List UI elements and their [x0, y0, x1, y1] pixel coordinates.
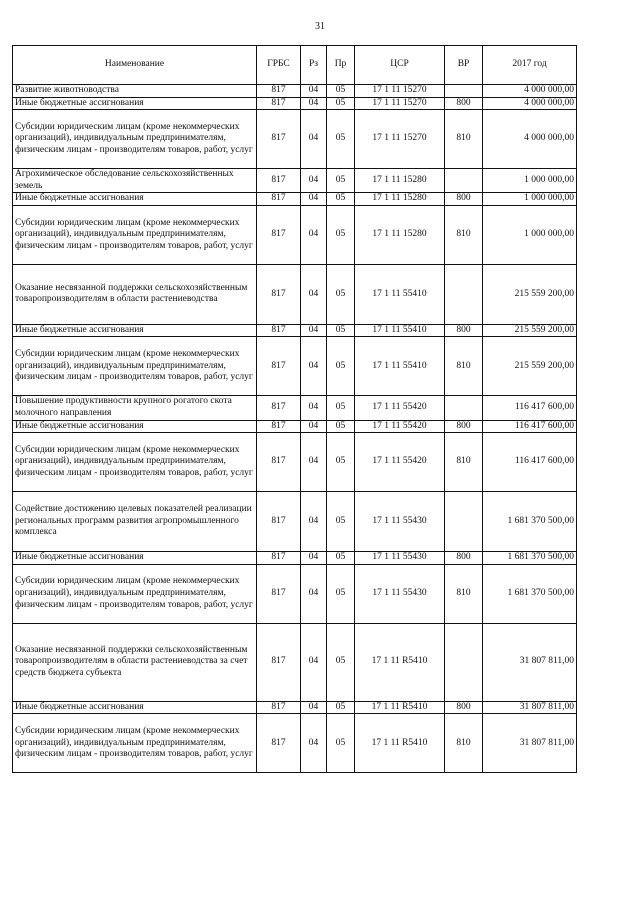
table-row	[13, 264, 577, 324]
table-row	[13, 492, 577, 552]
cell-name: Иные бюджетные ассигнования	[13, 701, 257, 714]
cell-pr: 05	[327, 701, 355, 714]
page-number: 31	[315, 21, 325, 32]
table-row	[13, 85, 577, 98]
cell-vr: 810	[445, 433, 483, 492]
cell-name: Иные бюджетные ассигнования	[13, 420, 257, 433]
cell-rz: 04	[301, 623, 327, 701]
cell-vr	[445, 85, 483, 98]
cell-pr: 05	[327, 623, 355, 701]
cell-csr: 17 1 11 55410	[355, 264, 445, 324]
table-row	[13, 110, 577, 169]
table-row	[13, 420, 577, 433]
cell-amount: 116 417 600,00	[483, 420, 577, 433]
cell-csr: 17 1 11 55410	[355, 324, 445, 337]
cell-csr: 17 1 11 R5410	[355, 701, 445, 714]
cell-rz: 04	[301, 324, 327, 337]
table-row	[13, 169, 577, 193]
header-name: Наименование	[13, 46, 257, 85]
cell-rz: 04	[301, 193, 327, 206]
cell-vr: 810	[445, 110, 483, 169]
cell-csr: 17 1 11 55430	[355, 492, 445, 552]
cell-csr: 17 1 11 15270	[355, 97, 445, 110]
cell-name: Иные бюджетные ассигнования	[13, 552, 257, 565]
header-grbs: ГРБС	[257, 46, 301, 85]
cell-vr	[445, 396, 483, 420]
cell-vr: 800	[445, 97, 483, 110]
cell-pr: 05	[327, 564, 355, 623]
cell-grbs: 817	[257, 420, 301, 433]
cell-vr	[445, 169, 483, 193]
cell-pr: 05	[327, 85, 355, 98]
cell-pr: 05	[327, 205, 355, 264]
cell-amount: 1 681 370 500,00	[483, 564, 577, 623]
cell-vr	[445, 623, 483, 701]
cell-amount: 31 807 811,00	[483, 623, 577, 701]
cell-amount: 4 000 000,00	[483, 85, 577, 98]
cell-grbs: 817	[257, 324, 301, 337]
cell-rz: 04	[301, 701, 327, 714]
cell-pr: 05	[327, 552, 355, 565]
cell-vr: 810	[445, 564, 483, 623]
cell-csr: 17 1 11 R5410	[355, 714, 445, 773]
header-rz: Рз	[301, 46, 327, 85]
budget-table	[12, 45, 577, 773]
cell-amount: 215 559 200,00	[483, 264, 577, 324]
header-pr: Пр	[327, 46, 355, 85]
cell-name: Субсидии юридическим лицам (кроме некоммерческих организаций), индивидуальным предпринимателям, физическим лицам - производителям товаров, работ, услуг	[13, 337, 257, 396]
cell-rz: 04	[301, 420, 327, 433]
cell-name: Оказание несвязанной поддержки сельскохозяйственным товаропроизводителям в области растениеводства за счет средств бюджета субъекта	[13, 623, 257, 701]
cell-vr: 800	[445, 701, 483, 714]
cell-name: Повышение продуктивности крупного рогатого скота молочного направления	[13, 396, 257, 420]
cell-csr: 17 1 11 15270	[355, 110, 445, 169]
cell-amount: 4 000 000,00	[483, 110, 577, 169]
table-row	[13, 714, 577, 773]
cell-grbs: 817	[257, 564, 301, 623]
cell-pr: 05	[327, 396, 355, 420]
cell-pr: 05	[327, 169, 355, 193]
header-year: 2017 год	[483, 46, 577, 85]
cell-amount: 4 000 000,00	[483, 97, 577, 110]
cell-pr: 05	[327, 420, 355, 433]
cell-amount: 1 681 370 500,00	[483, 492, 577, 552]
cell-csr: 17 1 11 15270	[355, 85, 445, 98]
cell-grbs: 817	[257, 97, 301, 110]
cell-grbs: 817	[257, 701, 301, 714]
table-row	[13, 433, 577, 492]
cell-amount: 215 559 200,00	[483, 337, 577, 396]
cell-vr: 800	[445, 552, 483, 565]
cell-name: Субсидии юридическим лицам (кроме некоммерческих организаций), индивидуальным предпринимателям, физическим лицам - производителям товаров, работ, услуг	[13, 564, 257, 623]
header-csr: ЦСР	[355, 46, 445, 85]
cell-csr: 17 1 11 55430	[355, 564, 445, 623]
cell-rz: 04	[301, 97, 327, 110]
cell-name: Иные бюджетные ассигнования	[13, 324, 257, 337]
table-row	[13, 396, 577, 420]
cell-rz: 04	[301, 169, 327, 193]
cell-pr: 05	[327, 264, 355, 324]
cell-amount: 215 559 200,00	[483, 324, 577, 337]
cell-rz: 04	[301, 110, 327, 169]
cell-rz: 04	[301, 433, 327, 492]
table-row	[13, 623, 577, 701]
cell-amount: 1 000 000,00	[483, 193, 577, 206]
cell-vr: 810	[445, 337, 483, 396]
cell-pr: 05	[327, 492, 355, 552]
cell-pr: 05	[327, 193, 355, 206]
cell-amount: 1 681 370 500,00	[483, 552, 577, 565]
cell-pr: 05	[327, 714, 355, 773]
cell-name: Иные бюджетные ассигнования	[13, 97, 257, 110]
cell-name: Содействие достижению целевых показателей реализации региональных программ развития агропромышленного комплекса	[13, 492, 257, 552]
cell-csr: 17 1 11 15280	[355, 205, 445, 264]
cell-vr: 810	[445, 714, 483, 773]
cell-csr: 17 1 11 55430	[355, 552, 445, 565]
cell-rz: 04	[301, 492, 327, 552]
cell-amount: 31 807 811,00	[483, 701, 577, 714]
cell-csr: 17 1 11 55410	[355, 337, 445, 396]
cell-rz: 04	[301, 396, 327, 420]
cell-vr	[445, 264, 483, 324]
cell-amount: 116 417 600,00	[483, 433, 577, 492]
table-row	[13, 324, 577, 337]
cell-csr: 17 1 11 15280	[355, 169, 445, 193]
table-row	[13, 193, 577, 206]
cell-name: Субсидии юридическим лицам (кроме некоммерческих организаций), индивидуальным предпринимателям, физическим лицам - производителям товаров, работ, услуг	[13, 110, 257, 169]
cell-rz: 04	[301, 85, 327, 98]
cell-name: Субсидии юридическим лицам (кроме некоммерческих организаций), индивидуальным предпринимателям, физическим лицам - производителям товаров, работ, услуг	[13, 205, 257, 264]
cell-pr: 05	[327, 110, 355, 169]
table-header-row	[13, 46, 577, 85]
cell-amount: 1 000 000,00	[483, 169, 577, 193]
cell-amount: 116 417 600,00	[483, 396, 577, 420]
cell-grbs: 817	[257, 623, 301, 701]
cell-name: Агрохимическое обследование сельскохозяйственных земель	[13, 169, 257, 193]
cell-grbs: 817	[257, 193, 301, 206]
cell-rz: 04	[301, 552, 327, 565]
cell-grbs: 817	[257, 264, 301, 324]
cell-vr: 800	[445, 420, 483, 433]
cell-csr: 17 1 11 55420	[355, 420, 445, 433]
cell-amount: 31 807 811,00	[483, 714, 577, 773]
cell-grbs: 817	[257, 714, 301, 773]
cell-pr: 05	[327, 337, 355, 396]
cell-vr: 800	[445, 324, 483, 337]
cell-name: Субсидии юридическим лицам (кроме некоммерческих организаций), индивидуальным предпринимателям, физическим лицам - производителям товаров, работ, услуг	[13, 714, 257, 773]
table-row	[13, 564, 577, 623]
cell-grbs: 817	[257, 492, 301, 552]
cell-name: Субсидии юридическим лицам (кроме некоммерческих организаций), индивидуальным предпринимателям, физическим лицам - производителям товаров, работ, услуг	[13, 433, 257, 492]
cell-rz: 04	[301, 337, 327, 396]
cell-csr: 17 1 11 55420	[355, 396, 445, 420]
cell-vr	[445, 492, 483, 552]
cell-rz: 04	[301, 564, 327, 623]
cell-name: Иные бюджетные ассигнования	[13, 193, 257, 206]
cell-rz: 04	[301, 714, 327, 773]
cell-vr: 810	[445, 205, 483, 264]
cell-csr: 17 1 11 R5410	[355, 623, 445, 701]
cell-grbs: 817	[257, 337, 301, 396]
table-row	[13, 205, 577, 264]
cell-csr: 17 1 11 15280	[355, 193, 445, 206]
cell-grbs: 817	[257, 169, 301, 193]
cell-grbs: 817	[257, 205, 301, 264]
cell-pr: 05	[327, 97, 355, 110]
cell-pr: 05	[327, 324, 355, 337]
cell-name: Оказание несвязанной поддержки сельскохозяйственным товаропроизводителям в области растениеводства	[13, 264, 257, 324]
table-row	[13, 552, 577, 565]
table-row	[13, 97, 577, 110]
cell-pr: 05	[327, 433, 355, 492]
header-vr: ВР	[445, 46, 483, 85]
cell-grbs: 817	[257, 110, 301, 169]
table-row	[13, 337, 577, 396]
cell-grbs: 817	[257, 396, 301, 420]
table-row	[13, 701, 577, 714]
cell-csr: 17 1 11 55420	[355, 433, 445, 492]
cell-rz: 04	[301, 264, 327, 324]
cell-name: Развитие животноводства	[13, 85, 257, 98]
cell-grbs: 817	[257, 552, 301, 565]
cell-grbs: 817	[257, 85, 301, 98]
cell-rz: 04	[301, 205, 327, 264]
cell-grbs: 817	[257, 433, 301, 492]
cell-vr: 800	[445, 193, 483, 206]
cell-amount: 1 000 000,00	[483, 205, 577, 264]
